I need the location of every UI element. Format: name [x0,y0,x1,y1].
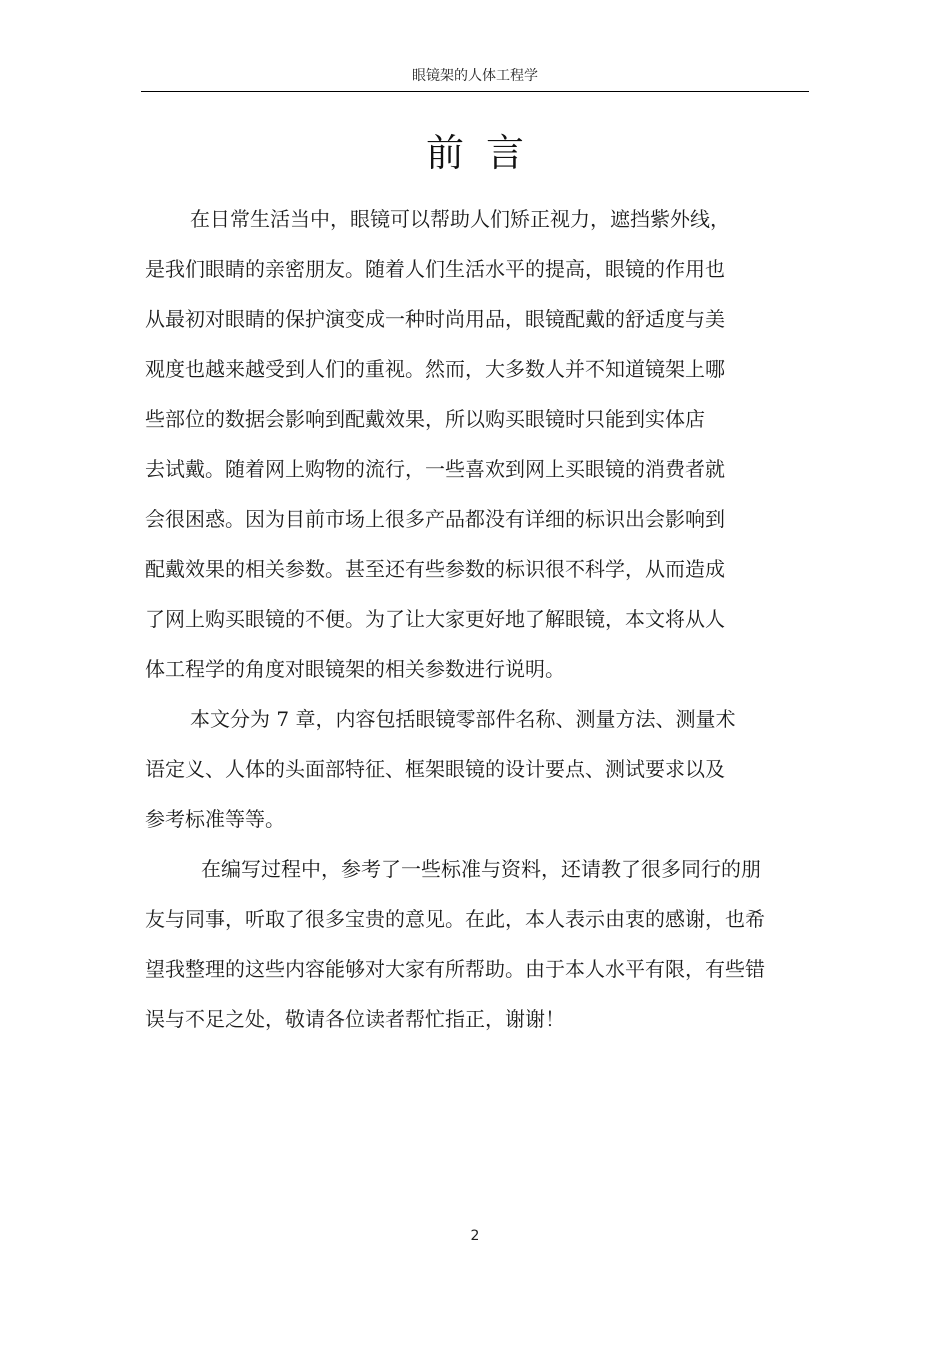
paragraph-acknowledgement [145,844,765,1044]
paragraph-structure [145,694,765,844]
paragraph-line: 体工程学的角度对眼镜架的相关参数进行说明。 [145,657,565,681]
paragraph-line: 些部位的数据会影响到配戴效果，所以购买眼镜时只能到实体店 [145,407,705,431]
paragraph-line: 误与不足之处，敬请各位读者帮忙指正，谢谢！ [145,1007,565,1031]
paragraph-line: 了网上购买眼镜的不便。为了让大家更好地了解眼镜，本文将从人 [145,607,725,631]
paragraph-line: 语定义、人体的头面部特征、框架眼镜的设计要点、测试要求以及 [145,757,725,781]
paragraph-line: 望我整理的这些内容能够对大家有所帮助。由于本人水平有限，有些错 [145,957,765,981]
page-number: 2 [470,1228,480,1244]
paragraph-intro [145,194,765,694]
paragraph-line: 从最初对眼睛的保护演变成一种时尚用品，眼镜配戴的舒适度与美 [145,307,725,331]
paragraph-line: 参考标准等等。 [145,807,285,831]
paragraph-line: 会很困惑。因为目前市场上很多产品都没有详细的标识出会影响到 [145,507,725,531]
paragraph-line: 去试戴。随着网上购物的流行，一些喜欢到网上买眼镜的消费者就 [145,457,725,481]
running-header: 眼镜架的人体工程学 [412,68,538,84]
paragraph-line: 在编写过程中，参考了一些标准与资料，还请教了很多同行的朋 [201,857,761,881]
page-title: 前言 [425,131,546,175]
paragraph-line: 友与同事，听取了很多宝贵的意见。在此，本人表示由衷的感谢，也希 [145,907,765,931]
header-divider [141,91,809,92]
paragraph-line: 本文分为 7 章，内容包括眼镜零部件名称、测量方法、测量术 [190,707,736,731]
paragraph-line: 观度也越来越受到人们的重视。然而，大多数人并不知道镜架上哪 [145,357,725,381]
paragraph-line: 配戴效果的相关参数。甚至还有些参数的标识很不科学，从而造成 [145,557,725,581]
body-text [145,194,765,1044]
paragraph-line: 在日常生活当中，眼镜可以帮助人们矫正视力，遮挡紫外线， [190,207,730,231]
paragraph-line: 是我们眼睛的亲密朋友。随着人们生活水平的提高，眼镜的作用也 [145,257,725,281]
